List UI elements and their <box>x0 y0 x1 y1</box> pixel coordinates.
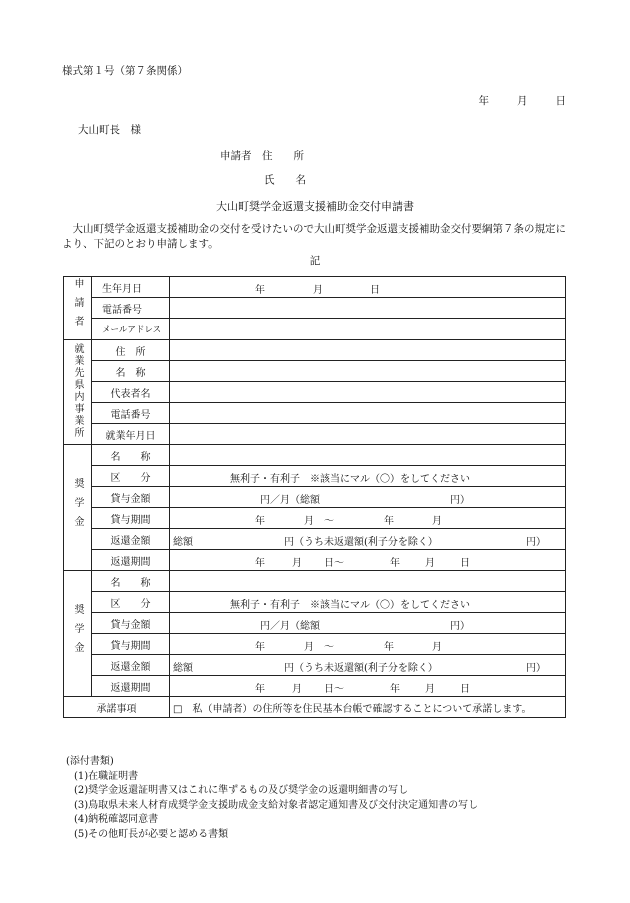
group-applicant: 申請者 <box>64 277 92 340</box>
table-row <box>64 340 566 361</box>
field-sch2-loan-amount[interactable]: 円／月（総額 円） <box>170 613 566 634</box>
table-row <box>64 424 566 445</box>
label-sch1-loan-amount: 貸与金額 <box>92 487 170 508</box>
table-row <box>64 319 566 340</box>
label-sch2-name: 名 称 <box>92 571 170 592</box>
field-employer-address[interactable] <box>170 340 566 361</box>
applicant-address-label: 申請者 住 所 <box>220 150 304 162</box>
group-employer: 就業先県内事業所 <box>64 340 92 445</box>
field-sch2-repay-amount[interactable]: 総額 円（うち未返還額(利子分を除く） 円） <box>170 655 566 676</box>
list-item: (5)その他町長が必要と認める書類 <box>74 828 229 840</box>
label-email: メールアドレス <box>92 319 170 340</box>
table-row <box>64 361 566 382</box>
consent-checkbox[interactable]: □ 私（申請者）の住所等を住民基本台帳で確認することについて承諾します。 <box>170 697 566 718</box>
field-employer-phone[interactable] <box>170 403 566 424</box>
field-sch1-repay-amount[interactable]: 総額 円（うち未返還額(利子分を除く） 円） <box>170 529 566 550</box>
field-sch2-category[interactable]: 無利子・有利子 ※該当にマル（〇）をしてください <box>170 592 566 613</box>
label-representative: 代表者名 <box>92 382 170 403</box>
table-row <box>64 508 566 529</box>
date-year: 年 <box>478 95 489 107</box>
date-day: 日 <box>555 95 566 107</box>
date-line <box>451 93 567 108</box>
applicant-name-label: 氏 名 <box>264 174 306 186</box>
label-sch2-repay-amount: 返還金額 <box>92 655 170 676</box>
date-month: 月 <box>517 95 528 107</box>
label-sch2-repay-period: 返還期間 <box>92 676 170 697</box>
label-sch1-loan-period: 貸与期間 <box>92 508 170 529</box>
field-employment-date[interactable] <box>170 424 566 445</box>
field-email[interactable] <box>170 319 566 340</box>
list-item: (4)納税確認同意書 <box>74 814 159 825</box>
table-row <box>64 277 566 298</box>
group-scholarship-1: 奨学金 <box>64 445 92 571</box>
list-item: (1)在職証明書 <box>74 770 139 782</box>
table-row <box>64 550 566 571</box>
list-item: (3)鳥取県未来人材育成奨学金支援助成金支給対象者認定通知書及び交付決定通知書の写し <box>74 799 479 811</box>
label-sch2-loan-period: 貸与期間 <box>92 634 170 655</box>
field-phone[interactable] <box>170 298 566 319</box>
field-sch1-name[interactable] <box>170 445 566 466</box>
label-consent: 承諾事項 <box>64 697 170 718</box>
table-row <box>64 676 566 697</box>
label-employment-date: 就業年月日 <box>92 424 170 445</box>
table-row <box>64 634 566 655</box>
label-phone: 電話番号 <box>92 298 170 319</box>
field-employer-name[interactable] <box>170 361 566 382</box>
field-sch1-category[interactable]: 無利子・有利子 ※該当にマル（〇）をしてください <box>170 466 566 487</box>
label-sch2-loan-amount: 貸与金額 <box>92 613 170 634</box>
application-table <box>63 276 566 718</box>
table-row <box>64 487 566 508</box>
table-row <box>64 382 566 403</box>
group-scholarship-2: 奨学金 <box>64 571 92 697</box>
attachments <box>66 755 478 842</box>
field-sch2-loan-period[interactable]: 年 月 ～ 年 月 <box>170 634 566 655</box>
table-row <box>64 571 566 592</box>
table-row <box>64 655 566 676</box>
list-item: (2)奨学金返還証明書又はこれに準ずるもの及び奨学金の返還明細書の写し <box>74 785 409 796</box>
field-representative[interactable] <box>170 382 566 403</box>
field-sch1-loan-period[interactable]: 年 月 ～ 年 月 <box>170 508 566 529</box>
attachments-heading: (添付書類) <box>66 756 114 767</box>
field-sch1-repay-period[interactable]: 年 月 日～ 年 月 日 <box>170 550 566 571</box>
table-row <box>64 613 566 634</box>
table-row <box>64 529 566 550</box>
body-text: 大山町奨学金返還支援補助金の交付を受けたいので大山町奨学金返還支援補助金交付要綱第７条の規定により、下記のとおり申請します。 <box>62 223 566 250</box>
label-birth: 生年月日 <box>92 277 170 298</box>
addressee: 大山町長 様 <box>78 124 141 136</box>
label-sch2-category: 区 分 <box>92 592 170 613</box>
label-employer-address: 住 所 <box>92 340 170 361</box>
label-sch1-repay-amount: 返還金額 <box>92 529 170 550</box>
field-sch2-repay-period[interactable]: 年 月 日～ 年 月 日 <box>170 676 566 697</box>
ki-mark: 記 <box>309 255 321 267</box>
field-sch2-name[interactable] <box>170 571 566 592</box>
table-row <box>64 592 566 613</box>
document-title: 大山町奨学金返還支援補助金交付申請書 <box>216 200 414 213</box>
field-sch1-loan-amount[interactable]: 円／月（総額 円） <box>170 487 566 508</box>
label-sch1-repay-period: 返還期間 <box>92 550 170 571</box>
label-employer-phone: 電話番号 <box>92 403 170 424</box>
table-row <box>64 445 566 466</box>
label-sch1-category: 区 分 <box>92 466 170 487</box>
label-sch1-name: 名 称 <box>92 445 170 466</box>
field-birth[interactable]: 年 月 日 <box>170 277 566 298</box>
table-row <box>64 403 566 424</box>
label-employer-name: 名 称 <box>92 361 170 382</box>
table-row <box>64 298 566 319</box>
form-number: 様式第１号（第７条関係） <box>62 65 188 77</box>
table-row <box>64 466 566 487</box>
table-row <box>64 697 566 718</box>
